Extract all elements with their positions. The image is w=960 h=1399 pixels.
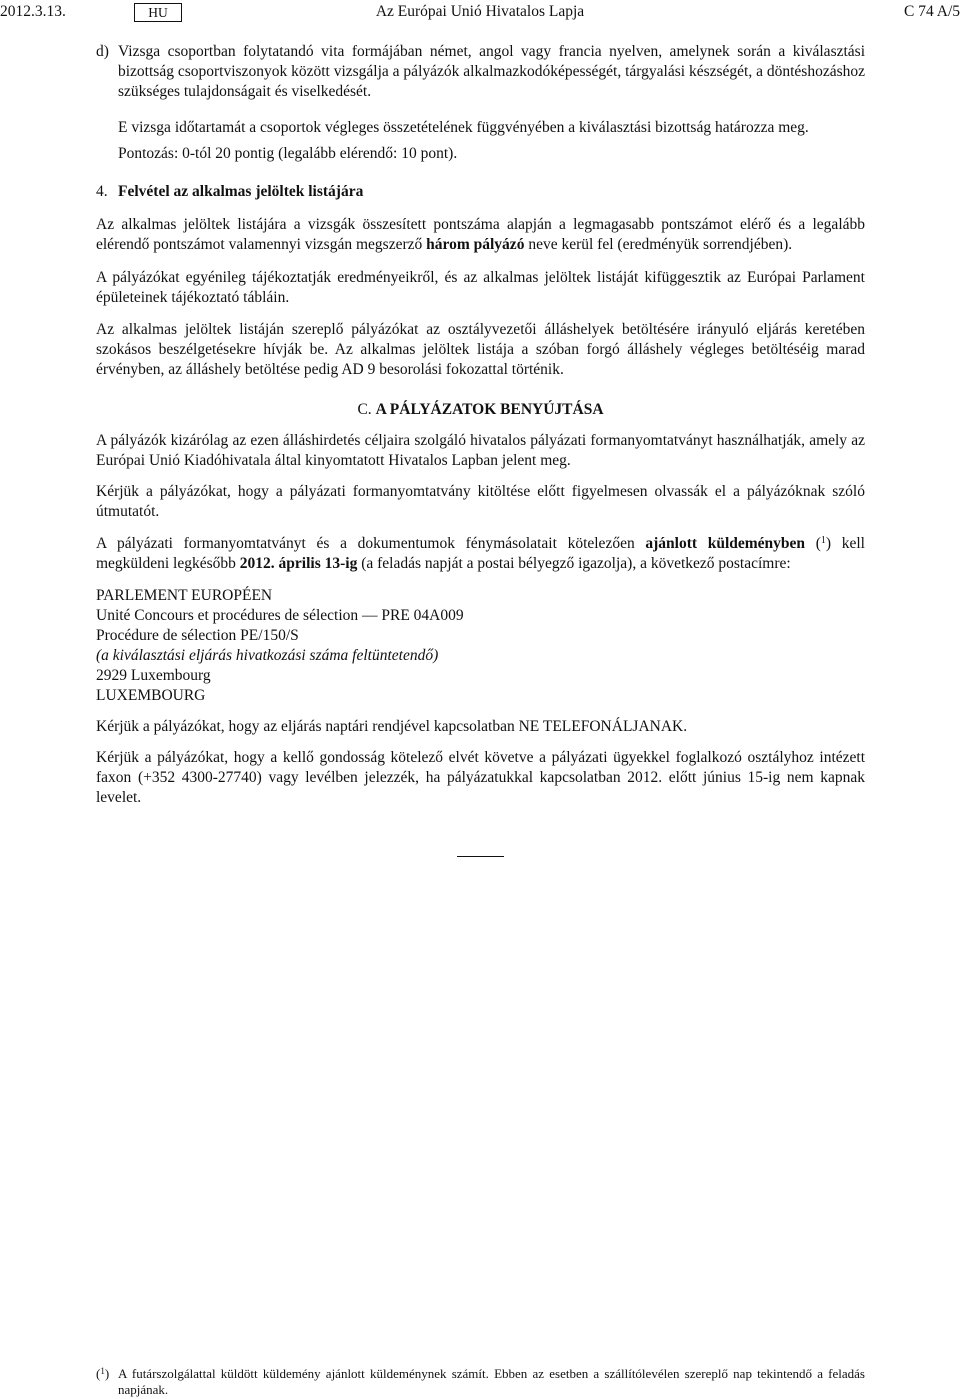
reserve-list-paragraph	[96, 215, 865, 255]
document-body	[96, 42, 865, 857]
address-line: Unité Concours et procédures de sélection — PRE 04A009	[96, 607, 464, 624]
postal-address	[96, 586, 865, 706]
list-item-d	[96, 42, 865, 164]
section-4-heading	[96, 182, 865, 202]
section-number: 4.	[96, 183, 108, 200]
application-form-paragraph: A pályázók kizárólag az ezen álláshirdetés céljaira szolgáló hivatalos pályázati formanyomtatványt használhatják, amely az Európai Unió Kiadóhivatala által kinyomtatott Hivatalos Lapban jelent meg.	[96, 432, 865, 469]
footnote-reference: 1	[820, 535, 826, 546]
exam-scoring: Pontozás: 0-tól 20 pontig (legalább elérendő: 10 pont).	[118, 145, 458, 162]
list-item-label: d)	[96, 43, 109, 60]
footnote	[96, 1366, 865, 1398]
interview-paragraph: Az alkalmas jelöltek listáján szereplő pályázókat az osztályvezetői álláshelyek betöltésére irányuló eljárás keretében szokásos beszélgetésekre hívják be. Az alkalmas jelöltek listája a szóban forgó álláshely végleges betöltéséig marad érvényben, az álláshely betöltése pedig AD 9 besorolási fokozattal történik.	[96, 321, 865, 378]
no-phone-paragraph: Kérjük a pályázókat, hogy az eljárás naptári rendjével kapcsolatban NE TELEFONÁLJANAK.	[96, 718, 688, 735]
guide-paragraph: Kérjük a pályázókat, hogy a pályázati formanyomtatvány kitöltése előtt figyelmesen olvassák el a pályázóknak szóló útmutatót.	[96, 483, 865, 520]
emphasis-text: ajánlott küldeményben	[645, 535, 806, 552]
language-badge: HU	[134, 3, 182, 22]
address-line: LUXEMBOURG	[96, 687, 206, 704]
diligence-paragraph: Kérjük a pályázókat, hogy a kellő gondosság kötelező elvét követve a pályázati ügyekkel foglalkozó osztályhoz intézett faxon (+352 4300-27740) vagy levélben jelezzék, ha pályázatukkal kapcsolatban 2012. előtt június 15-ig nem kapnak levelet.	[96, 749, 865, 806]
text-segment: )	[825, 535, 842, 552]
submission-paragraph	[96, 534, 865, 574]
section-title: A PÁLYÁZATOK BENYÚJTÁSA	[375, 401, 604, 418]
end-divider	[457, 856, 504, 857]
text-segment: A pályázati formanyomtatványt és a dokumentumok fénymásolatait kötelezően	[96, 535, 646, 552]
text-segment: kell megküldeni legkésőbb	[96, 535, 865, 572]
address-line: PARLEMENT EUROPÉEN	[96, 587, 273, 604]
page-header	[0, 2, 960, 22]
emphasis-text: három pályázó	[426, 236, 525, 253]
journal-title: Az Európai Unió Hivatalos Lapja	[375, 3, 585, 20]
text-segment: (	[805, 535, 821, 552]
footnote-marker	[96, 1366, 118, 1398]
text-segment: (	[96, 1366, 101, 1381]
footnote-number: 1	[100, 1366, 105, 1376]
text-segment: Az alkalmas jelöltek listájára a vizsgák összesített pontszáma alapján a legmagasabb pontszámot elérő és a legalább elérendő pontszámot valamennyi vizsgán megszerző	[96, 216, 865, 253]
footnote-text: A futárszolgálattal küldött küldemény ajánlott küldeménynek számít. Ebben az esetben a szállítólevélen szereplő nap tekintendő a feladás napjának.	[118, 1366, 865, 1397]
section-title: Felvétel az alkalmas jelöltek listájára	[118, 183, 364, 200]
text-segment: neve kerül fel (eredményük sorrendjében).	[524, 236, 793, 253]
address-line: Procédure de sélection PE/150/S	[96, 627, 299, 644]
publication-date: 2012.3.13.	[0, 3, 66, 20]
list-item-body	[118, 42, 865, 164]
page-reference: C 74 A/5	[904, 3, 960, 20]
section-number: C.	[357, 401, 372, 418]
exam-duration-note: E vizsga időtartamát a csoportok végleges összetételének függvényében a kiválasztási bizottság határozza meg.	[118, 119, 809, 136]
text-segment: (a feladás napját a postai bélyegző igazolja), a következő postacímre:	[357, 555, 791, 572]
address-line: 2929 Luxembourg	[96, 667, 211, 684]
group-exam-description: Vizsga csoportban folytatandó vita formájában német, angol vagy francia nyelven, amelynek során a kiválasztási bizottság csoportviszonyok között vizsgálja a pályázók alkalmazkodóképességét, tárgyalási készségét, a döntéshozáshoz szükséges tulajdonságait és viselkedését.	[118, 43, 865, 100]
deadline-text: 2012. április 13-ig	[239, 555, 358, 572]
text-segment: )	[104, 1366, 110, 1381]
address-line-note: (a kiválasztási eljárás hivatkozási száma feltüntetendő)	[96, 647, 439, 664]
section-c-heading	[96, 400, 865, 420]
results-notification-paragraph: A pályázókat egyénileg tájékoztatják eredményeikről, és az alkalmas jelöltek listáját kifüggesztik az Európai Parlament épületeinek tájékoztató tábláin.	[96, 269, 865, 306]
